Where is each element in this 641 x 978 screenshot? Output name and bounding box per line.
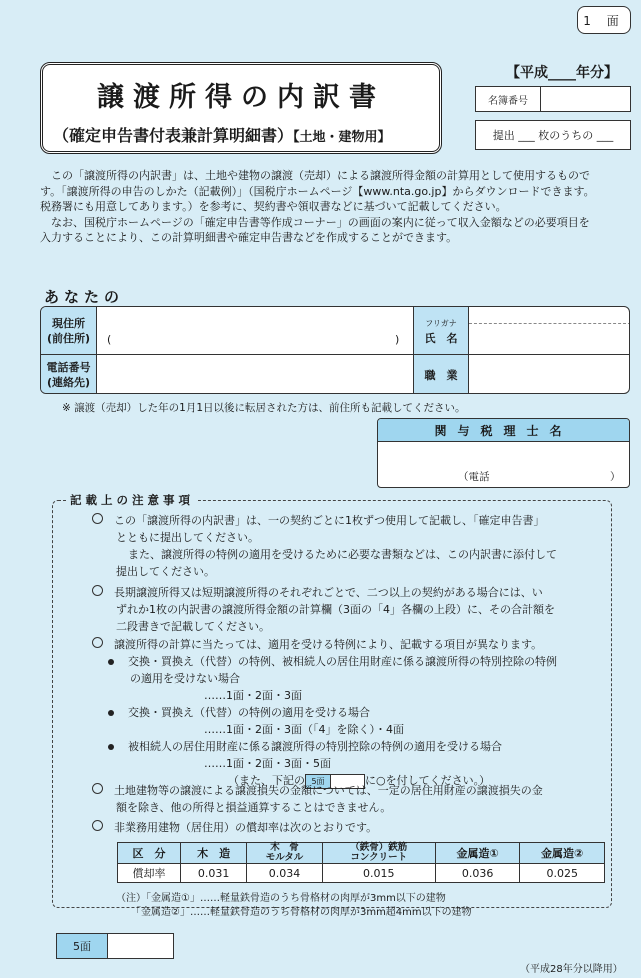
address-note: ※ 譲渡（売却）した年の1月1日以後に転居された方は、前住所も記載してください。 [62,402,466,414]
metal-structure-footnote: （注）「金属造①」……軽量鉄骨造のうち骨格材の肉厚が3mm以下の建物 「金属造②」……軽量鉄骨造のうち骨格材の肉厚が3mm超4mm以下の建物 [116,893,472,918]
tax-accountant-box[interactable] [377,418,630,488]
note-item-4: 土地建物等の譲渡による譲渡損失の金額については、一定の居住用財産の譲渡損失の金 額を除き、他の所得と損益通算することはできません。 [92,782,543,816]
dot-bullet-icon [108,744,114,750]
table-cell: 0.031 [181,864,247,883]
name-input[interactable] [469,307,630,355]
tax-accountant-phone-close: ） [610,471,621,483]
submission-count-field[interactable]: 提出 ___ 枚のうちの ___ [475,120,631,150]
tax-accountant-header: 関与税理士名 [378,419,629,442]
form-subtitle: （確定申告書付表兼計算明細書）【土地・建物用】 [53,126,391,145]
table-row [118,843,605,864]
table-cell: 償却率 [118,864,181,883]
table-cell: 0.036 [435,864,520,883]
phone-input[interactable] [97,355,413,394]
phone-label: 電話番号 (連絡先) [41,355,97,394]
name-label: フリガナ 氏 名 [413,307,469,355]
form-title: 譲渡所得の内訳書 [97,82,385,113]
intro-paragraph-2: なお、国税庁ホームページの「確定申告書等作成コーナー」の画面の案内に従って収入金額などの必要項目を入力することにより、この計算明細書や確定申告書などを作成することができます。 [40,215,590,244]
circle-bullet-icon [92,783,103,794]
roster-number-label: 名簿番号 [476,87,541,111]
page5-tag: 5面 [57,934,108,958]
title-box [40,62,442,154]
note-item-5: 非業務用建物（居住用）の償却率は次のとおりです。 [92,819,377,836]
version-note: （平成28年分以降用） [520,964,623,975]
table-header: 木 造 [181,843,247,864]
intro-paragraph-1: この「譲渡所得の内訳書」は、土地や建物の譲渡（売却）による譲渡所得金額の計算用として使用するものです。「譲渡所得の申告のしかた（記載例）」（国税庁ホームページ【www.nta.go.jp】からダウンロードできます。税務署にも用意してあります。）を参考に、契約書や領収書などに基づいて記載してください。 [40,169,595,213]
address-label: 現住所 (前住所) [41,307,97,355]
dot-bullet-icon [108,710,114,716]
tax-accountant-phone-label: （電話 [458,471,490,483]
table-header: 金属造② [520,843,605,864]
year-field[interactable]: 【平成____年分】 [506,65,618,81]
roster-number-field[interactable] [475,86,631,112]
table-header: （鉄骨）鉄筋 コンクリート [322,843,435,864]
note-item-2: 長期譲渡所得又は短期譲渡所得のそれぞれごとで、二つ以上の契約がある場合には、い ずれか1枚の内訳書の譲渡所得金額の計算欄（3面の「4」各欄の上段）に、その合計額を 二段書きで記載してください。 [92,584,555,635]
address-input[interactable]: ( ) [97,307,413,355]
depreciation-rate-table [117,842,605,883]
page-number-badge: 1 面 [577,6,631,34]
dot-bullet-icon [108,659,114,665]
table-cell: 0.034 [247,864,322,883]
section-heading-you: あなたの [44,288,125,306]
circle-bullet-icon [92,820,103,831]
table-cell: 0.025 [520,864,605,883]
note-item-3: 譲渡所得の計算に当たっては、適用を受ける特例により、記載する項目が異なります。 [92,636,542,653]
personal-info-table [40,306,630,394]
occupation-input[interactable] [469,355,630,394]
intro-text [40,168,600,246]
circle-bullet-icon [92,585,103,596]
table-cell: 0.015 [322,864,435,883]
page5-box[interactable] [56,933,174,959]
circle-bullet-icon [92,513,103,524]
note-sub-bullets: 交換・買換え（代替）の特例、被相続人の居住用財産に係る譲渡所得の特別控除の特例 の適用を受けない場合 ……1面・2面・3面 交換・買換え（代替）の特例の適用を受ける場合 ……1面・2面・3面（「4」を除く）・4面 被相続人の居住用財産に係る譲渡所得の特別控除の特例の適用を受ける場合 ……1面・2面・3面・5面 （また、下記の 5面 に○を付してください。） [108,653,557,789]
roster-number-input[interactable] [541,87,630,111]
note-item-1: この「譲渡所得の内訳書」は、一の契約ごとに1枚ずつ使用して記載し、「確定申告書」 とともに提出してください。 また、譲渡所得の特例の適用を受けるために必要な書類などは、この内訳書に添付して 提出してください。 [92,512,557,580]
notes-title: 記載上の注意事項 [66,492,198,508]
table-header: 木 骨 モルタル [247,843,322,864]
table-header: 区 分 [118,843,181,864]
page5-check-box[interactable]: 5面 [305,774,365,789]
page5-input[interactable] [108,934,173,958]
occupation-label: 職 業 [413,355,469,394]
circle-bullet-icon [92,637,103,648]
table-header: 金属造① [435,843,520,864]
table-row [118,864,605,883]
